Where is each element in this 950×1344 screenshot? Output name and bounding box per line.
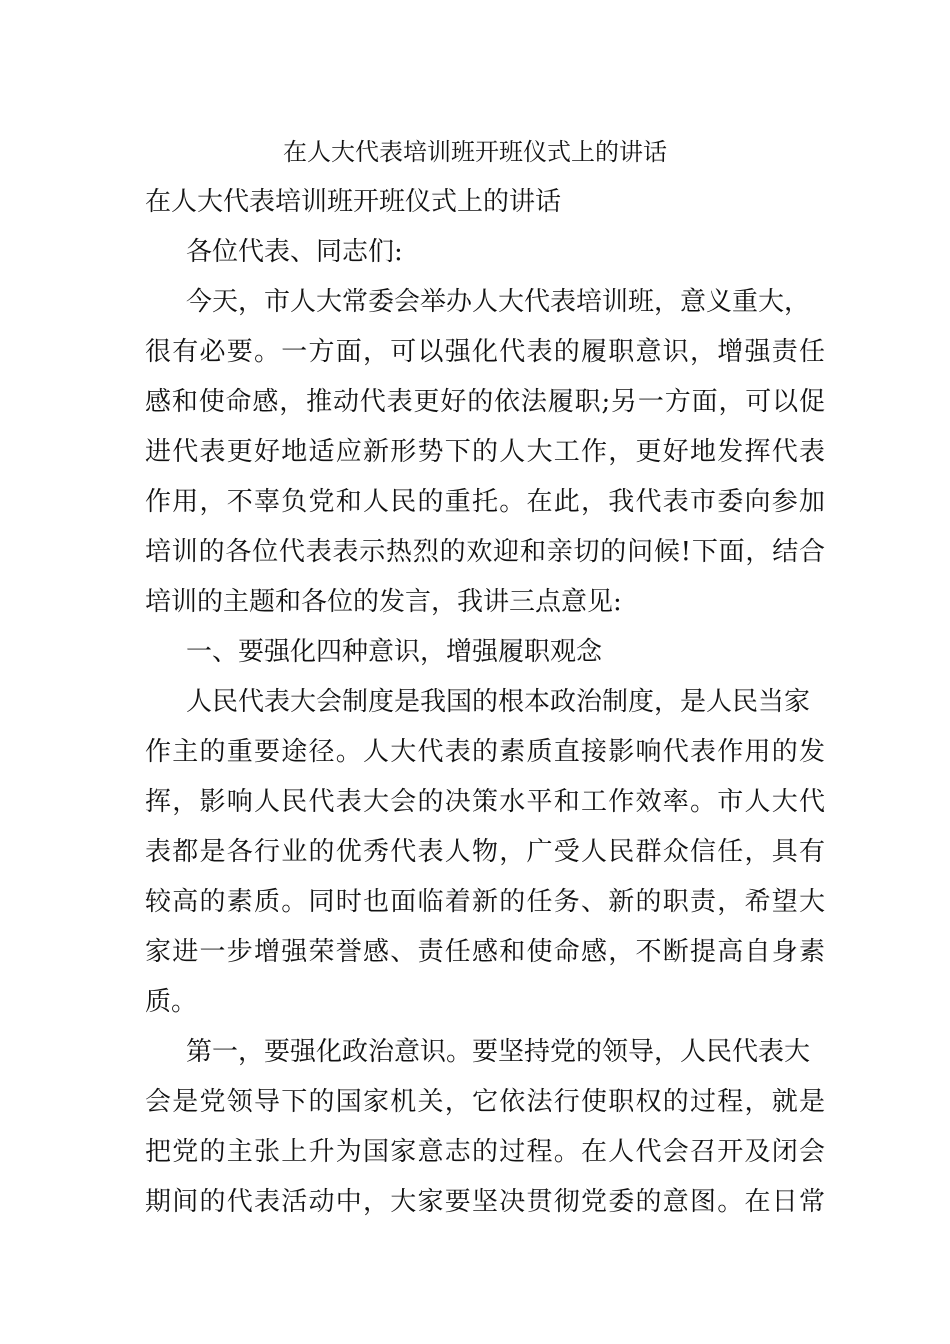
paragraph-line: 把党的主张上升为国家意志的过程。在人代会召开及闭会 xyxy=(145,1137,825,1167)
paragraph-line: 培训的各位代表表示热烈的欢迎和亲切的问候!下面，结合 xyxy=(145,537,825,567)
paragraph-line: 作主的重要途径。人大代表的素质直接影响代表作用的发 xyxy=(145,737,825,767)
salutation-line: 各位代表、同志们: xyxy=(186,237,403,267)
paragraph-line: 期间的代表活动中，大家要坚决贯彻党委的意图。在日常 xyxy=(145,1187,825,1217)
paragraph-line: 家进一步增强荣誉感、责任感和使命感，不断提高自身素 xyxy=(145,937,825,967)
paragraph-line: 培训的主题和各位的发言，我讲三点意见: xyxy=(145,587,622,617)
paragraph-line: 质。 xyxy=(145,987,198,1017)
paragraph-line: 作用，不辜负党和人民的重托。在此，我代表市委向参加 xyxy=(145,487,825,517)
paragraph-line: 感和使命感，推动代表更好的依法履职;另一方面，可以促 xyxy=(145,387,825,417)
paragraph-line: 今天，市人大常委会举办人大代表培训班，意义重大， xyxy=(186,287,811,317)
paragraph-line: 较高的素质。同时也面临着新的任务、新的职责，希望大 xyxy=(145,887,825,917)
paragraph-line: 很有必要。一方面，可以强化代表的履职意识，增强责任 xyxy=(145,337,825,367)
subtitle-line: 在人大代表培训班开班仪式上的讲话 xyxy=(145,187,562,217)
paragraph-line: 进代表更好地适应新形势下的人大工作，更好地发挥代表 xyxy=(145,437,825,467)
paragraph-line: 第一，要强化政治意识。要坚持党的领导，人民代表大 xyxy=(186,1037,811,1067)
section-heading: 一、要强化四种意识，增强履职观念 xyxy=(186,637,603,667)
paragraph-line: 会是党领导下的国家机关，它依法行使职权的过程，就是 xyxy=(145,1087,825,1117)
document-title: 在人大代表培训班开班仪式上的讲话 xyxy=(283,138,667,166)
paragraph-line: 人民代表大会制度是我国的根本政治制度，是人民当家 xyxy=(186,687,811,717)
paragraph-line: 表都是各行业的优秀代表人物，广受人民群众信任，具有 xyxy=(145,837,825,867)
paragraph-line: 挥，影响人民代表大会的决策水平和工作效率。市人大代 xyxy=(145,787,825,817)
